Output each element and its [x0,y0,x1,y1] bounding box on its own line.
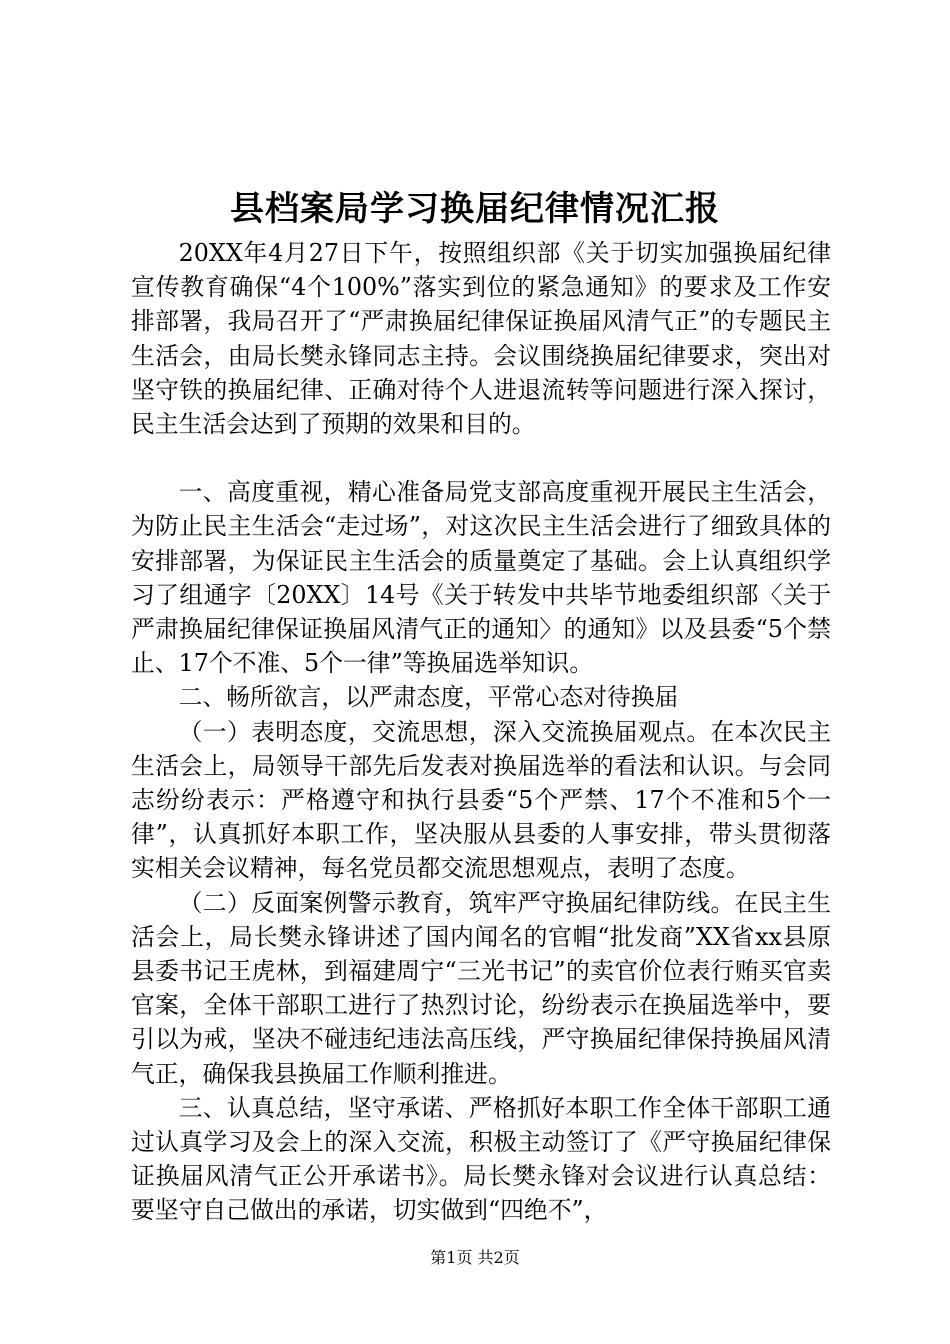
paragraph-section-2-heading: 二、畅所欲言，以严肃态度，平常心态对待换届 [178,683,679,712]
paragraph-section-1: 一、高度重视，精心准备局党支部高度重视开展民主生活会，为防止民主生活会“走过场”，对这次民主生活会进行了细致具体的安排部署，为保证民主生活会的质量奠定了基础。会上认真组织学习了组通字〔20XX〕14号《关于转发中共毕节地委组织部〈关于严肃换届纪律保证换届风清气正的通知〉的通知》以及县委“5个禁止、17个不准、5个一律”等换届选举知识。 [131,478,831,678]
page-number-footer: 第1页 共2页 [430,1248,520,1267]
document-title: 县档案局学习换届纪律情况汇报 [230,189,720,229]
paragraph-section-2-item-1: （一）表明态度，交流思想，深入交流换届观点。在本次民主生活会上，局领导干部先后发表对换届选举的看法和认识。与会同志纷纷表示：严格遵守和执行县委“5个严禁、17个不准和5个一律”，认真抓好本职工作，坚决服从县委的人事安排，带头贯彻落实相关会议精神，每名党员都交流思想观点，表明了态度。 [131,717,831,883]
document-body [131,236,831,1228]
paragraph-section-2-item-2: （二）反面案例警示教育，筑牢严守换届纪律防线。在民主生活会上，局长樊永锋讲述了国内闻名的官帽“批发商”XX省xx县原县委书记王虎林，到福建周宁“三光书记”的卖官价位表行贿买官卖官案，全体干部职工进行了热烈讨论，纷纷表示在换届选举中，要引以为戒，坚决不碰违纪违法高压线，严守换届纪律保持换届风清气正，确保我县换届工作顺利推进。 [131,888,831,1088]
paragraph-section-3: 三、认真总结，坚守承诺、严格抓好本职工作全体干部职工通过认真学习及会上的深入交流，积极主动签订了《严守换届纪律保证换届风清气正公开承诺书》。局长樊永锋对会议进行认真总结：要坚守自己做出的承诺，切实做到“四绝不”， [131,1093,831,1225]
paragraph-intro: 20XX年4月27日下午，按照组织部《关于切实加强换届纪律宣传教育确保“4个100%”落实到位的紧急通知》的要求及工作安排部署，我局召开了“严肃换届纪律保证换届风清气正”的专题民主生活会，由局长樊永锋同志主持。会议围绕换届纪律要求，突出对坚守铁的换届纪律、正确对待个人进退流转等问题进行深入探讨，民主生活会达到了预期的效果和目的。 [131,239,831,439]
